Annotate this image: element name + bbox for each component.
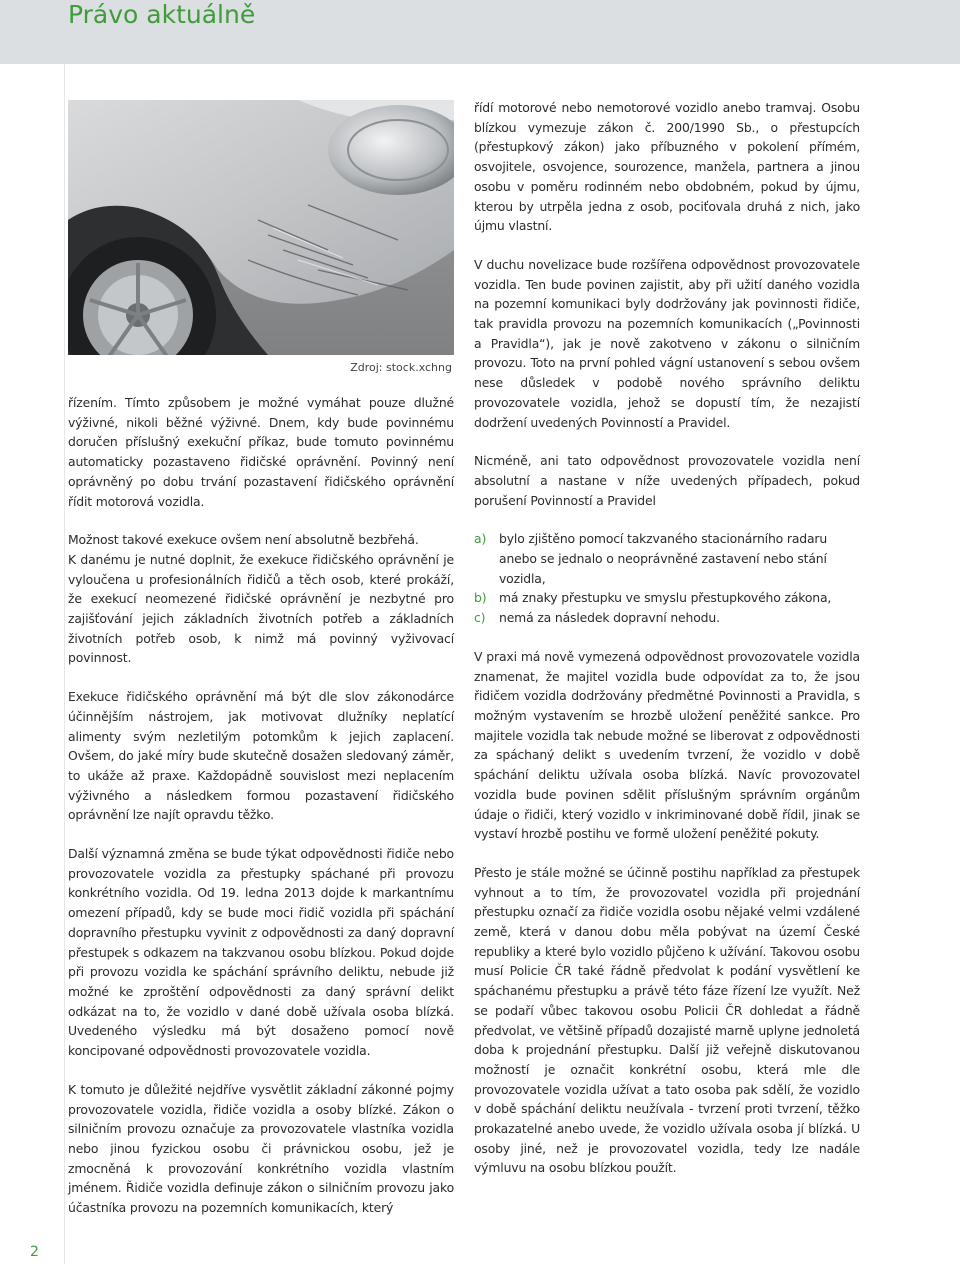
paragraph: K tomuto je důležité nejdříve vysvětlit základní zákonné pojmy provozovatele vozidla, řidiče vozidla a osoby blízké. Zákon o silničním provozu označuje za provozovatele vlastníka vozidla nebo jinou fyzickou osobu či právnickou osobu, jež je zmocněná k provozování konkrétního vozidla vlastním jménem. Řidiče vozidla definuje zákon o silničním provozu jako účastníka provozu na pozemních komunikacích, který bbox=[68, 1081, 454, 1216]
list-item-text: má znaky přestupku ve smyslu přestupkového zákona, bbox=[499, 590, 832, 606]
paragraph: V praxi má nově vymezená odpovědnost provozovatele vozidla znamenat, že majitel vozidla bude odpovídat za to, že jsou řidičem vozidla dodržovány předmětné Povinnosti a Pravidla, s možným vystavením se hrozbě uložení peněžité sankce. Pro majitele vozidla tak nebude možné se liberovat z odpovědnosti za spáchaný delikt s uvedením tvrzení, že vozidlo v době spáchání deliktu užívala osoba blízká. Navíc provozovatel vozidla bude povinen sdělit příslušným správním orgánům údaje o řidiči, který vozidlo v inkriminované době řídil, jinak se vystaví hrozbě postihu ve formě uložení peněžité pokuty. bbox=[474, 648, 860, 842]
list-item bbox=[474, 529, 860, 588]
list-marker: a) bbox=[474, 531, 487, 547]
section-title: Právo aktuálně bbox=[68, 0, 256, 29]
paragraph: Exekuce řidičského oprávnění má být dle slov zákonodárce účinnějším nástrojem, jak motivovat dlužníky neplatící alimenty svým nezletilým potomkům k jejich zaplacení. Ovšem, do jaké míry bude skutečně dosažen sledovaný záměr, to ukáže až praxe. Každopádně souvislost mezi neplacením výživného a následkem formou pozastavení řidičského oprávnění lze najít opravdu těžko. bbox=[68, 689, 454, 823]
list-item-text: nemá za následek dopravní nehodu. bbox=[499, 610, 720, 626]
photo-caption: Zdroj: stock.xchng bbox=[350, 361, 452, 374]
paragraph: V duchu novelizace bude rozšířena odpovědnost provozovatele vozidla. Ten bude povinen zajistit, aby při užití daného vozidla na pozemní komunikaci byly dodržovány jak povinnosti řidiče, tak pravidla provozu na pozemních komunikacích („Povinnosti a Pravidla“), jak je nově zakotveno v zákonu o silničním provozu. Toto na první pohled vágní ustanovení s sebou ovšem nese důsledek v podobě nového správního deliktu provozovatele vozidla, jehož se dopustí tím, že nezajistí dodržení uvedených Povinností a Pravidel. bbox=[474, 256, 860, 430]
list-marker: b) bbox=[474, 590, 487, 606]
page-header bbox=[0, 0, 960, 64]
conditions-list bbox=[474, 529, 860, 628]
left-column bbox=[68, 393, 454, 1237]
damaged-car-illustration bbox=[68, 100, 454, 355]
paragraph: řízením. Tímto způsobem je možné vymáhat pouze dlužné výživné, nikoli běžné výživné. Dnem, kdy bude povinnému doručen příslušný exekuční příkaz, bude tomuto povinnému automaticky pozastaveno řidičské oprávnění. Povinný není oprávněný po dobu trvání pozastavení řidičského oprávnění řídit motorová vozidla. bbox=[68, 395, 454, 509]
article-photo bbox=[68, 100, 454, 355]
paragraph: Možnost takové exekuce ovšem není absolutně bezbřehá. bbox=[68, 532, 419, 548]
paragraph: Přesto je stále možné se účinně postihu například za přestupek vyhnout a to tím, že provozovatel vozidla při projednání přestupku označí za řidiče vozidla osobu nějaké velmi vzdálené země, která v danou dobu měla pobývat na území České republiky a které bylo vozidlo půjčeno k užívání. Takovou osobu musí Policie ČR také řádně předvolat k podání vysvětlení ke spáchanému přestupku a právě této fáze řízení lze využít. Než se podaří vůbec takovou osobu Policii ČR dohledat a řádně předvolat, ve většině případů dozajisté marně uplyne jednoletá doba k projednání přestupku. Další již veřejně diskutovanou možností je označit konkrétní osobu, která mle dle provozovatele vozidla užívat a tato osoba pak sdělí, že vozidlo v době spáchání deliktu neužívala - tvrzení proti tvrzení, těžko prokazatelné anebo uvede, že vozidlo užívala osoba jí blízká. U osoby jiné, než je provozovatel vozidla, tedy lze nadále výmluvu na osobu blízkou použít. bbox=[474, 864, 860, 1176]
margin-divider bbox=[64, 64, 65, 1264]
list-item bbox=[474, 608, 860, 628]
paragraph: řídí motorové nebo nemotorové vozidlo anebo tramvaj. Osobu blízkou vymezuje zákon č. 200/1990 Sb., o přestupcích (přestupkový zákon) jako příbuzného v pokolení přímém, osvojitele, osvojence, sourozence, manžela, partnera a jinou osobu v poměru rodinném nebo obdobném, pokud by újmu, kterou by utrpěla jedna z osob, pociťovala druhá z nich, jako újmu vlastní. bbox=[474, 100, 860, 234]
list-item-text: bylo zjištěno pomocí takzvaného stacionárního radaru anebo se jednalo o neoprávněné zastavení nebo stání vozidla, bbox=[499, 531, 828, 586]
list-item bbox=[474, 588, 860, 608]
paragraph: Další významná změna se bude týkat odpovědnosti řidiče nebo provozovatele vozidla za přestupky spáchané při provozu konkrétního vozidla. Od 19. ledna 2013 dojde k markantnímu omezení případů, kdy se bude moci řidič vozidla při spáchání dopravního přestupku vyvinit z odpovědnosti za daný dopravní přestupek s odkazem na takzvanou osobu blízkou. Pokud dojde při provozu vozidla ke spáchání správního deliktu, nebude již možné ke zproštění odpovědnosti za daný správní delikt odkázat na to, že vozidlo v dané době užívala osoba blízká. Uvedeného výsledku má být dosaženo pomocí nově koncipované odpovědnosti provozovatele vozidla. bbox=[68, 846, 454, 1059]
paragraph: Nicméně, ani tato odpovědnost provozovatele vozidla není absolutní a nastane v níže uvedených případech, pokud porušení Povinností a Pravidel bbox=[474, 453, 860, 508]
paragraph: K danému je nutné doplnit, že exekuce řidičského oprávnění je vyloučena u profesionálních řidičů a těch osob, které prokáží, že exekucí neomezené řidičské oprávnění je nezbytné pro zajišťování jejich základních životních potřeb a základních životních potřeb osob, k nimž má povinný vyživovací povinnost. bbox=[68, 551, 454, 666]
list-marker: c) bbox=[474, 610, 486, 626]
right-column bbox=[474, 98, 860, 1197]
page-number: 2 bbox=[30, 1244, 39, 1260]
